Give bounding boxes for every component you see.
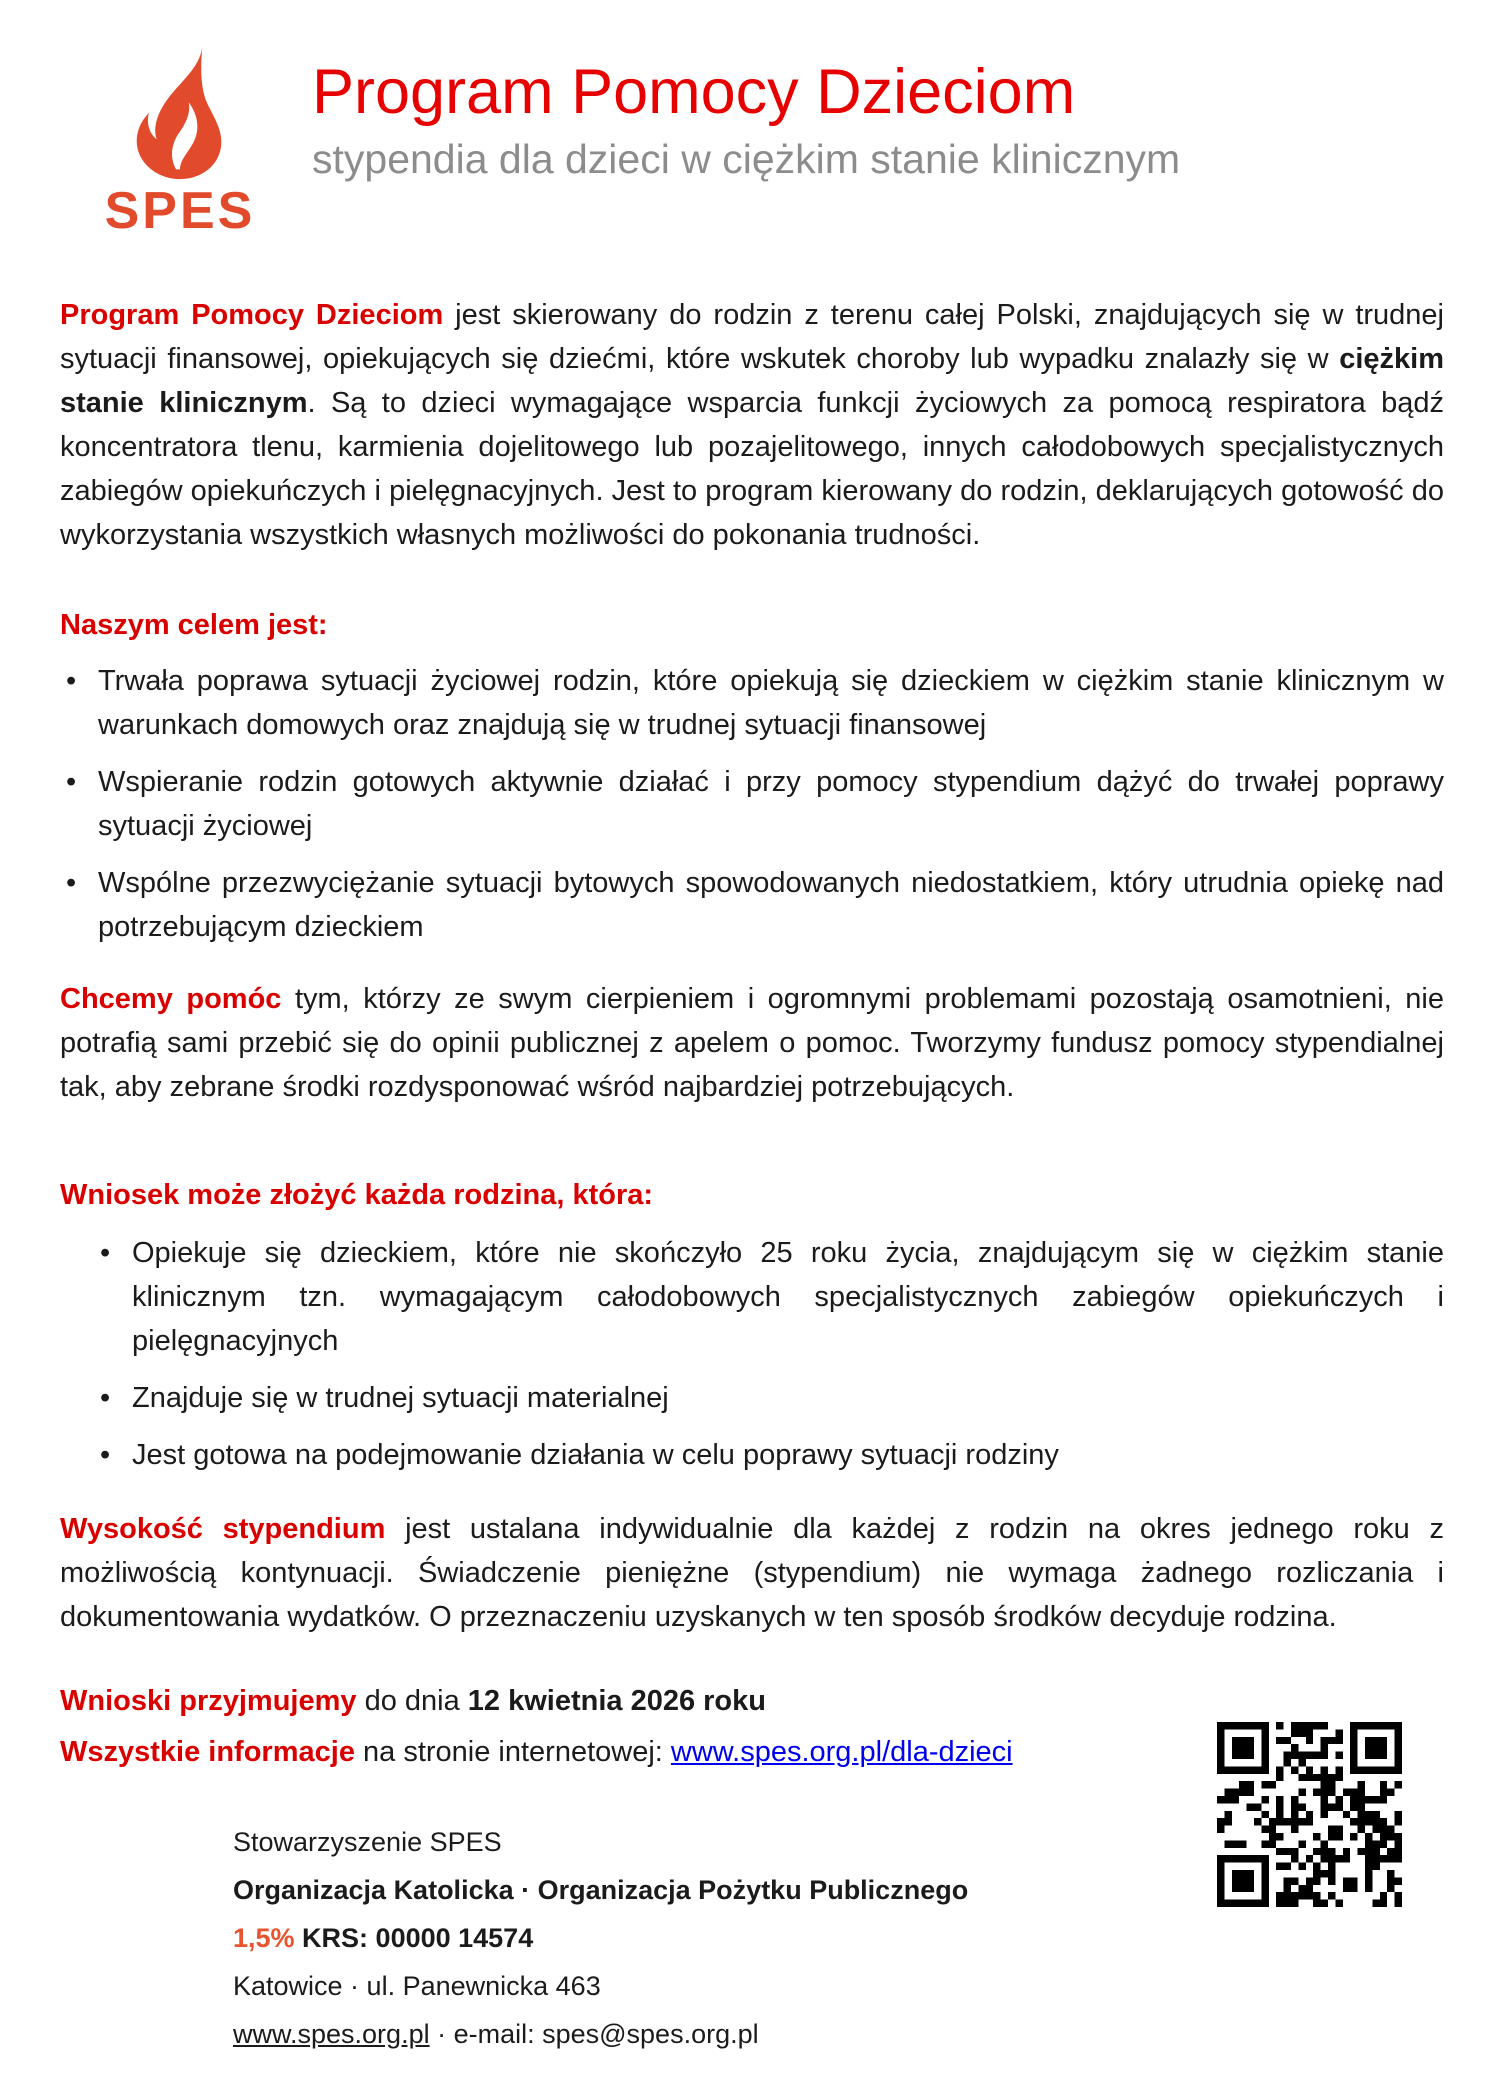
text-segment: ciężkim stanie klinicznym	[60, 343, 1444, 419]
eligibility-heading: Wniosek może złożyć każda rodzina, która:	[60, 1179, 654, 1211]
spes-website-link[interactable]: www.spes.org.pl	[233, 2019, 430, 2049]
bullet-item: • Trwała poprawa sytuacji życiowej rodzin, które opiekują się dzieckiem w ciężkim stanie klinicznym w warunkach domowych oraz znajdują się w trudnej sytuacji finansowej	[60, 659, 1444, 747]
document-body	[0, 293, 1508, 1774]
title-block	[312, 45, 1180, 183]
bullet-item: • Jest gotowa na podejmowanie działania w celu poprawy sytuacji rodziny	[60, 1433, 1444, 1477]
spes-logo-text: SPES	[104, 182, 256, 240]
text-segment: na stronie internetowej:	[354, 1736, 671, 1768]
text-segment: KRS: 00000 14574	[294, 1923, 534, 1953]
eligibility-list	[60, 1231, 1444, 1477]
org-type-line: Organizacja Katolicka · Organizacja Pożytku Publicznego	[233, 1875, 969, 1905]
krs-line	[233, 1914, 1508, 1962]
page-title: Program Pomocy Dzieciom	[312, 57, 1076, 127]
stipend-paragraph	[60, 1507, 1444, 1639]
document-header	[0, 0, 1508, 240]
text-segment: Wnioski przyjmujemy	[60, 1685, 357, 1717]
text-segment: . Są to dzieci wymagające wsparcia funkcji życiowych za pomocą respiratora bądź koncentratora tlenu, karmienia dojelitowego lub pozajelitowego, innych całodobowych specjalistycznych zabiegów opiekuńczych i pielęgnacyjnych. Jest to program kierowany do rodzin, deklarujących gotowość do wykorzystania wszystkich własnych możliwości do pokonania trudności.	[60, 387, 1444, 551]
text-segment: jest skierowany do rodzin z terenu całej Polski, znajdujących się w trudnej sytuacji finansowej, opiekujących się dziećmi, które wskutek choroby lub wypadku znalazły się w	[60, 299, 1444, 375]
text-segment: 1,5%	[233, 1923, 295, 1953]
org-name-line: Stowarzyszenie SPES	[233, 1827, 502, 1857]
page-subtitle: stypendia dla dzieci w ciężkim stanie klinicznym	[312, 135, 1181, 182]
text-segment: Chcemy pomóc	[60, 983, 282, 1015]
bullet-item: • Opiekuje się dzieckiem, które nie skończyło 25 roku życia, znajdującym się w ciężkim stanie klinicznym tzn. wymagającym całodobowych specjalistycznych zabiegów opiekuńczych i pielęgnacyjnych	[60, 1231, 1444, 1363]
text-segment: Wysokość stypendium	[60, 1513, 386, 1545]
text-segment: Wszystkie informacje	[60, 1736, 355, 1768]
bullet-item: • Wspólne przezwyciężanie sytuacji bytowych spowodowanych niedostatkiem, który utrudnia opiekę nad potrzebującym dzieckiem	[60, 861, 1444, 949]
goals-heading: Naszym celem jest:	[60, 609, 328, 641]
address-line: Katowice · ul. Panewnicka 463	[233, 1971, 601, 2001]
contact-line	[233, 2010, 1508, 2058]
flame-icon	[109, 45, 251, 181]
help-paragraph	[60, 977, 1444, 1109]
bullet-item: • Wspieranie rodzin gotowych aktywnie działać i przy pomocy stypendium dążyć do trwałej poprawy sytuacji życiowej	[60, 760, 1444, 848]
dla-dzieci-link[interactable]: www.spes.org.pl/dla-dzieci	[670, 1736, 1013, 1768]
qr-code	[1217, 1722, 1402, 1907]
text-segment: tym, którzy ze swym cierpieniem i ogromnymi problemami pozostają osamotnieni, nie potrafią sami przebić się do opinii publicznej z apelem o pomoc. Tworzymy fundusz pomocy stypendialnej tak, aby zebrane środki rozdysponować wśród najbardziej potrzebujących.	[60, 983, 1444, 1103]
goals-list	[60, 659, 1444, 949]
spes-logo	[90, 45, 270, 240]
deadline-line	[60, 1679, 1444, 1723]
text-segment: · e-mail: spes@spes.org.pl	[429, 2019, 759, 2049]
text-segment: 12 kwietnia 2026 roku	[467, 1685, 766, 1717]
text-segment: do dnia	[356, 1685, 468, 1717]
text-segment: Program Pomocy Dzieciom	[60, 299, 444, 331]
intro-paragraph	[60, 293, 1444, 557]
text-segment: jest ustalana indywidualnie dla każdej z rodzin na okres jednego roku z możliwością kontynuacji. Świadczenie pieniężne (stypendium) nie wymaga żadnego rozliczania i dokumentowania wydatków. O przeznaczeniu uzyskanych w ten sposób środków decyduje rodzina.	[60, 1513, 1445, 1633]
bullet-item: • Znajduje się w trudnej sytuacji materialnej	[60, 1376, 1444, 1420]
